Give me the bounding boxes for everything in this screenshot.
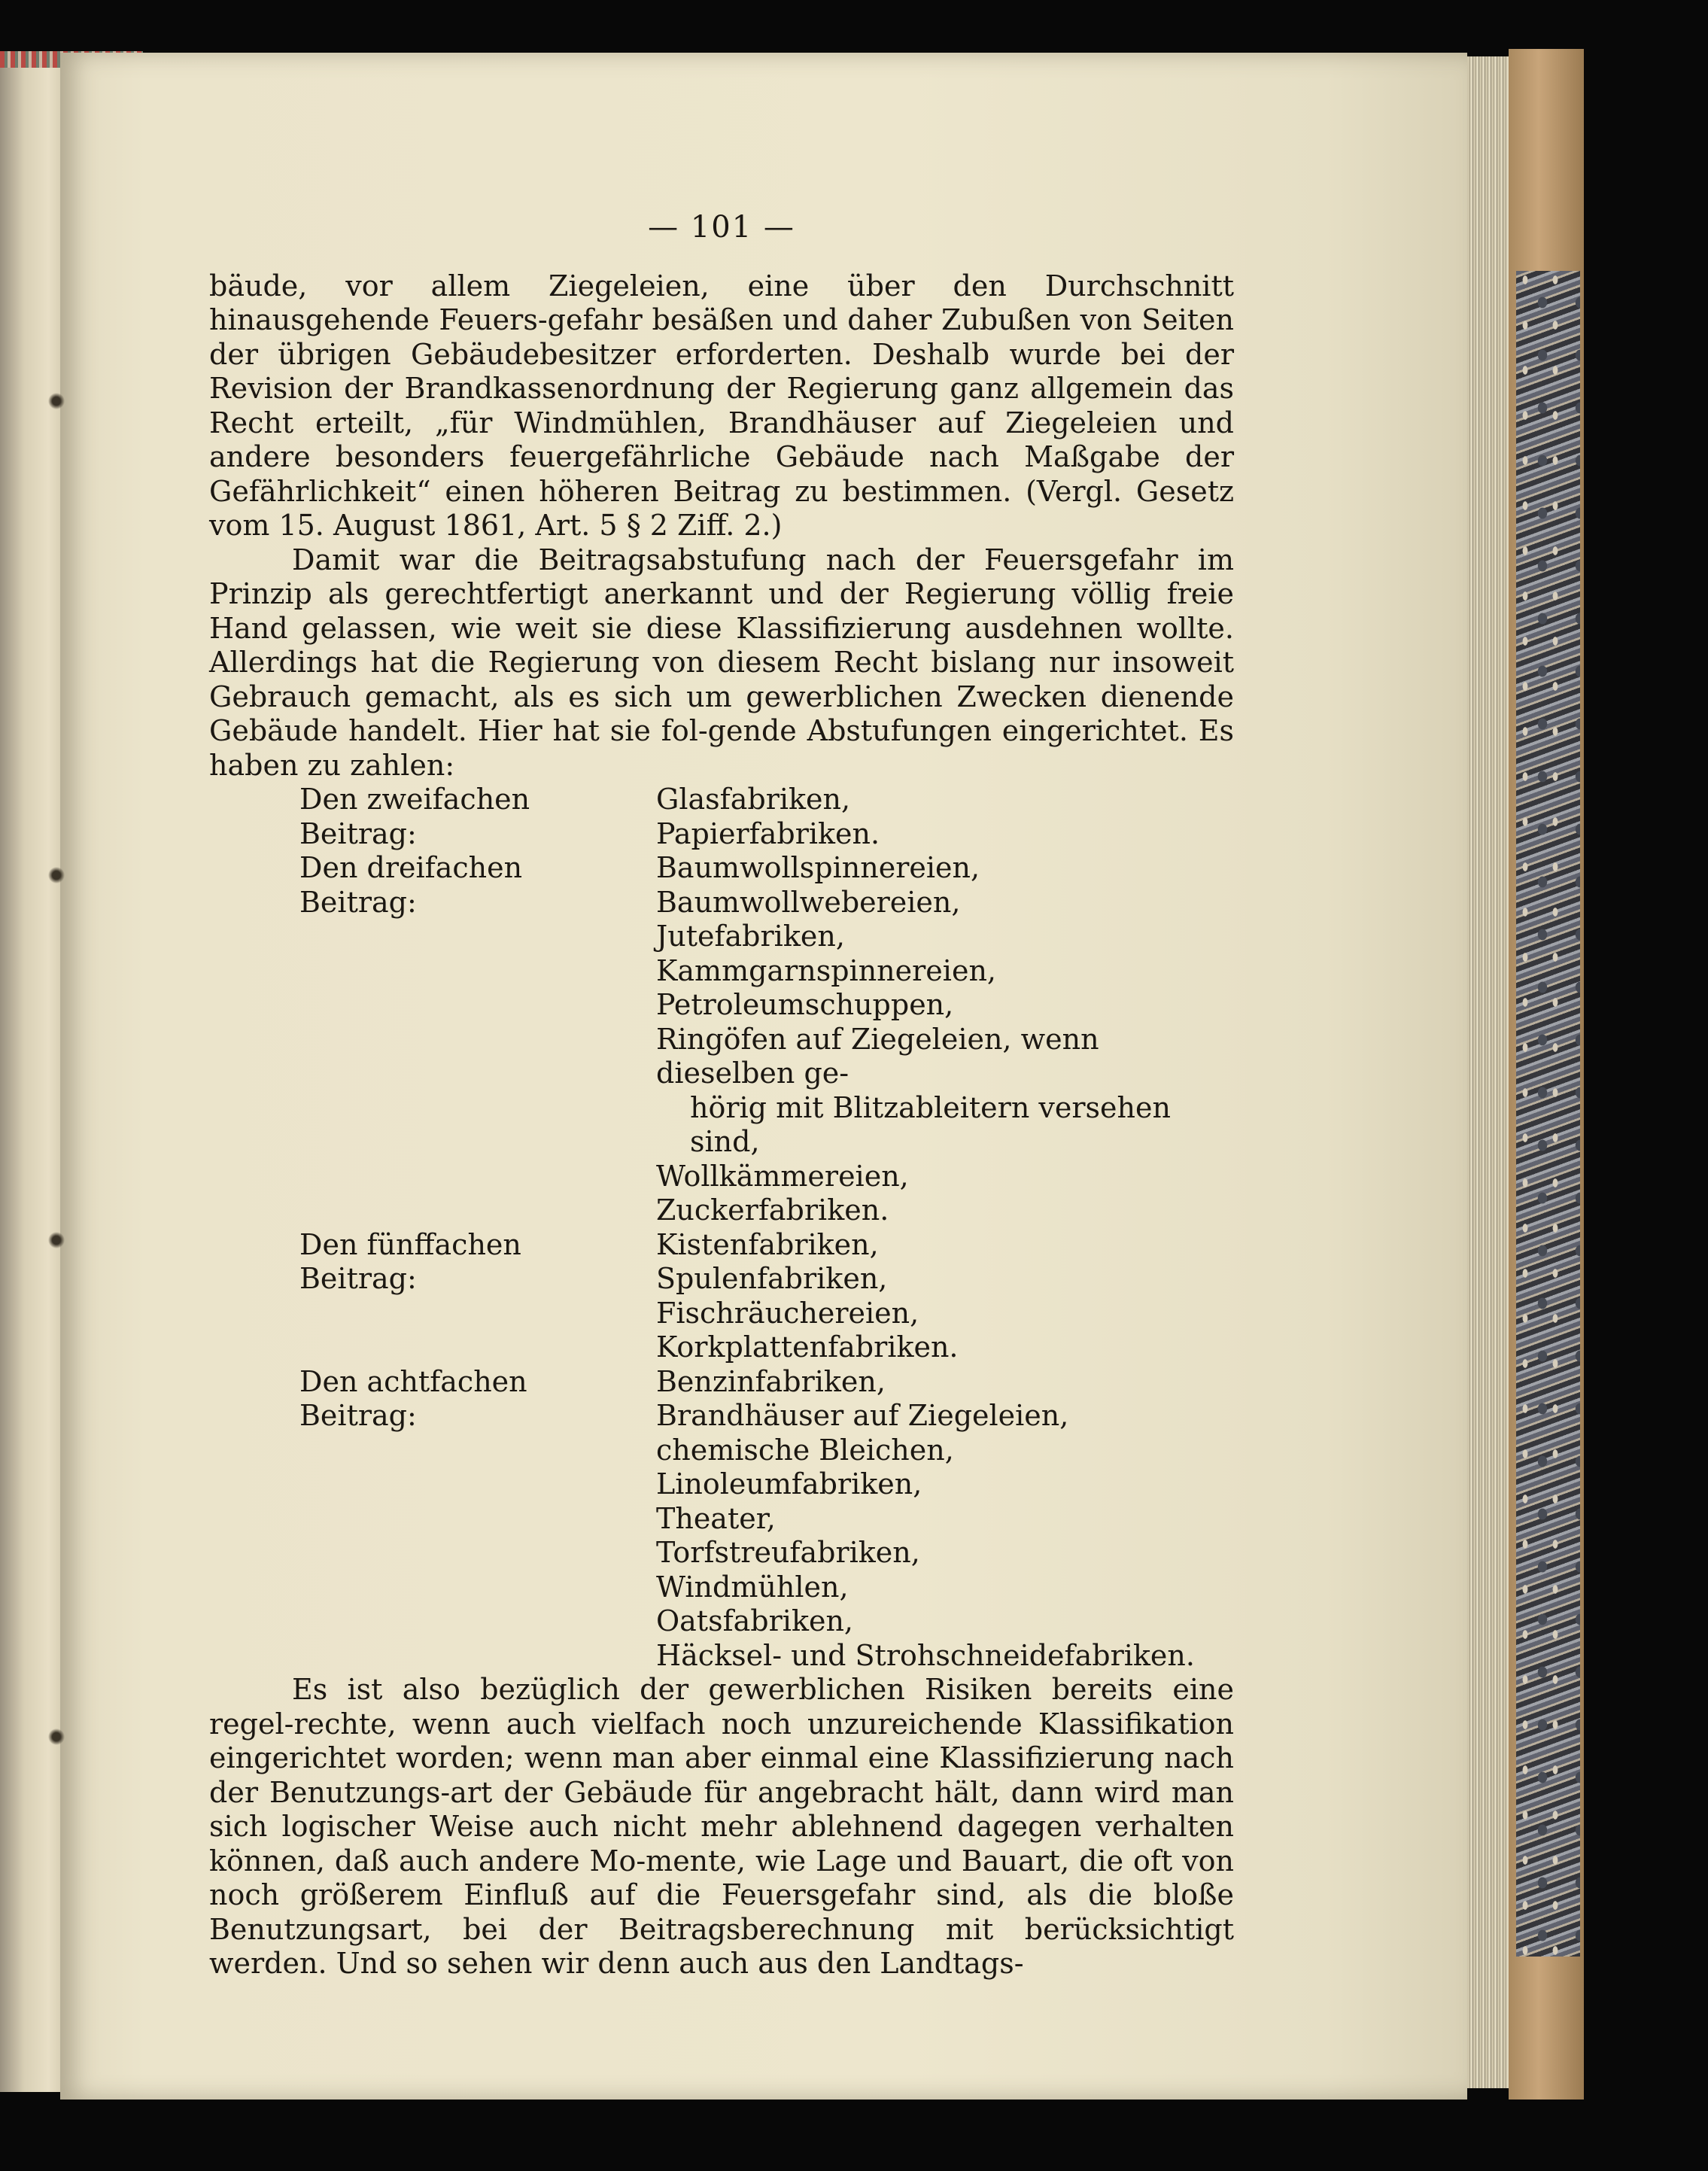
list-item: Windmühlen, — [656, 1570, 849, 1604]
group-items — [656, 783, 1234, 851]
list-item: Linoleumfabriken, — [656, 1467, 922, 1501]
list-item: hörig mit Blitzableitern versehen sind, — [690, 1090, 1171, 1158]
list-item: Häcksel- und Strohschneidefabriken. — [656, 1638, 1195, 1672]
list-item: Spulenfabriken, — [656, 1262, 888, 1295]
paragraph-1: bäude, vor allem Ziegeleien, eine über den Durchschnitt hinausgehende Feuers-gefahr besäßen und daher Zubußen von Seiten der übrigen Gebäudebesitzer erforderten. Deshalb wurde bei der Revision der Brandkassenordnung der Regierung ganz allgemein das Recht erteilt, „für Windmühlen, Brandhäuser auf Ziegeleien und andere besonders feuergefährliche Gebäude nach Maßgabe der Gefährlichkeit“ einen höheren Beitrag zu bestimmen. (Vergl. Gesetz vom 15. August 1861, Art. 5 § 2 Ziff. 2.) — [209, 269, 1234, 542]
binding-hole — [47, 1727, 66, 1747]
list-item: Baumwollspinnereien, — [656, 851, 980, 884]
group-two-fold — [209, 783, 1234, 851]
list-item: Ringöfen auf Ziegeleien, wenn dieselben ge- — [656, 1022, 1099, 1090]
list-item: Jutefabriken, — [656, 920, 845, 953]
list-item: Theater, — [656, 1501, 776, 1535]
list-item: Baumwollwebereien, — [656, 885, 961, 919]
list-item: Torfstreufabriken, — [656, 1536, 920, 1569]
paragraph-2: Damit war die Beitragsabstufung nach der Feuersgefahr im Prinzip als gerechtfertigt anerkannt und der Regierung völlig freie Hand gelassen, wie weit sie diese Klassifizierung ausdehnen wollte. Allerdings hat die Regierung von diesem Recht bislang nur insoweit Gebrauch gemacht, als es sich um gewerblichen Zwecken dienende Gebäude handelt. Hier hat sie fol-gende Abstufungen eingerichtet. Es haben zu zahlen: — [209, 543, 1234, 782]
group-five-fold — [209, 1228, 1234, 1365]
group-label: Den achtfachen Beitrag: — [299, 1364, 527, 1432]
binding-hole — [47, 865, 66, 885]
group-items — [656, 1228, 1234, 1365]
marbled-paper — [1516, 271, 1580, 1957]
left-page-edge — [0, 60, 69, 2092]
paragraph-3: Es ist also bezüglich der gewerblichen Risiken bereits eine regel-rechte, wenn auch vielfach noch unzureichende Klassifikation eingerichtet worden; wenn man aber einmal eine Klassifizierung nach der Benutzungs-art der Gebäude für angebracht hält, dann wird man sich logischer Weise auch nicht mehr ablehnend dagegen verhalten können, daß auch andere Mo-mente, wie Lage und Bauart, die oft von noch größerem Einfluß auf die Feuersgefahr sind, als die bloße Benutzungsart, bei der Beitragsberechnung mit berücksichtigt werden. Und so sehen wir denn auch aus den Landtags- — [209, 1673, 1234, 1980]
list-item: Kammgarnspinnereien, — [656, 953, 996, 987]
list-item: Brandhäuser auf Ziegeleien, — [656, 1399, 1069, 1432]
list-item: Papierfabriken. — [656, 816, 880, 850]
page-number: — 101 — — [648, 210, 795, 245]
group-items — [656, 1365, 1234, 1674]
list-item: Oatsfabriken, — [656, 1604, 854, 1637]
list-item: Kistenfabriken, — [656, 1227, 879, 1261]
list-item: Zuckerfabriken. — [656, 1193, 889, 1227]
list-item: Petroleumschuppen, — [656, 988, 954, 1021]
group-items — [656, 851, 1234, 1228]
page-edges — [1467, 56, 1512, 2088]
page-text — [209, 211, 1234, 1981]
group-label: Den zweifachen Beitrag: — [299, 783, 530, 850]
group-three-fold — [209, 851, 1234, 1228]
list-item: Glasfabriken, — [656, 783, 851, 816]
list-item: chemische Bleichen, — [656, 1433, 954, 1467]
list-item: Fischräuchereien, — [656, 1296, 919, 1330]
binding-hole — [47, 391, 66, 411]
group-eight-fold — [209, 1365, 1234, 1674]
list-item: Wollkämmereien, — [656, 1159, 909, 1193]
contribution-list — [209, 783, 1234, 1673]
binding-hole — [47, 1230, 66, 1250]
list-item: Korkplattenfabriken. — [656, 1330, 959, 1364]
group-label: Den fünffachen Beitrag: — [299, 1227, 521, 1295]
list-item: Benzinfabriken, — [656, 1364, 886, 1398]
group-label: Den dreifachen Beitrag: — [299, 851, 523, 919]
